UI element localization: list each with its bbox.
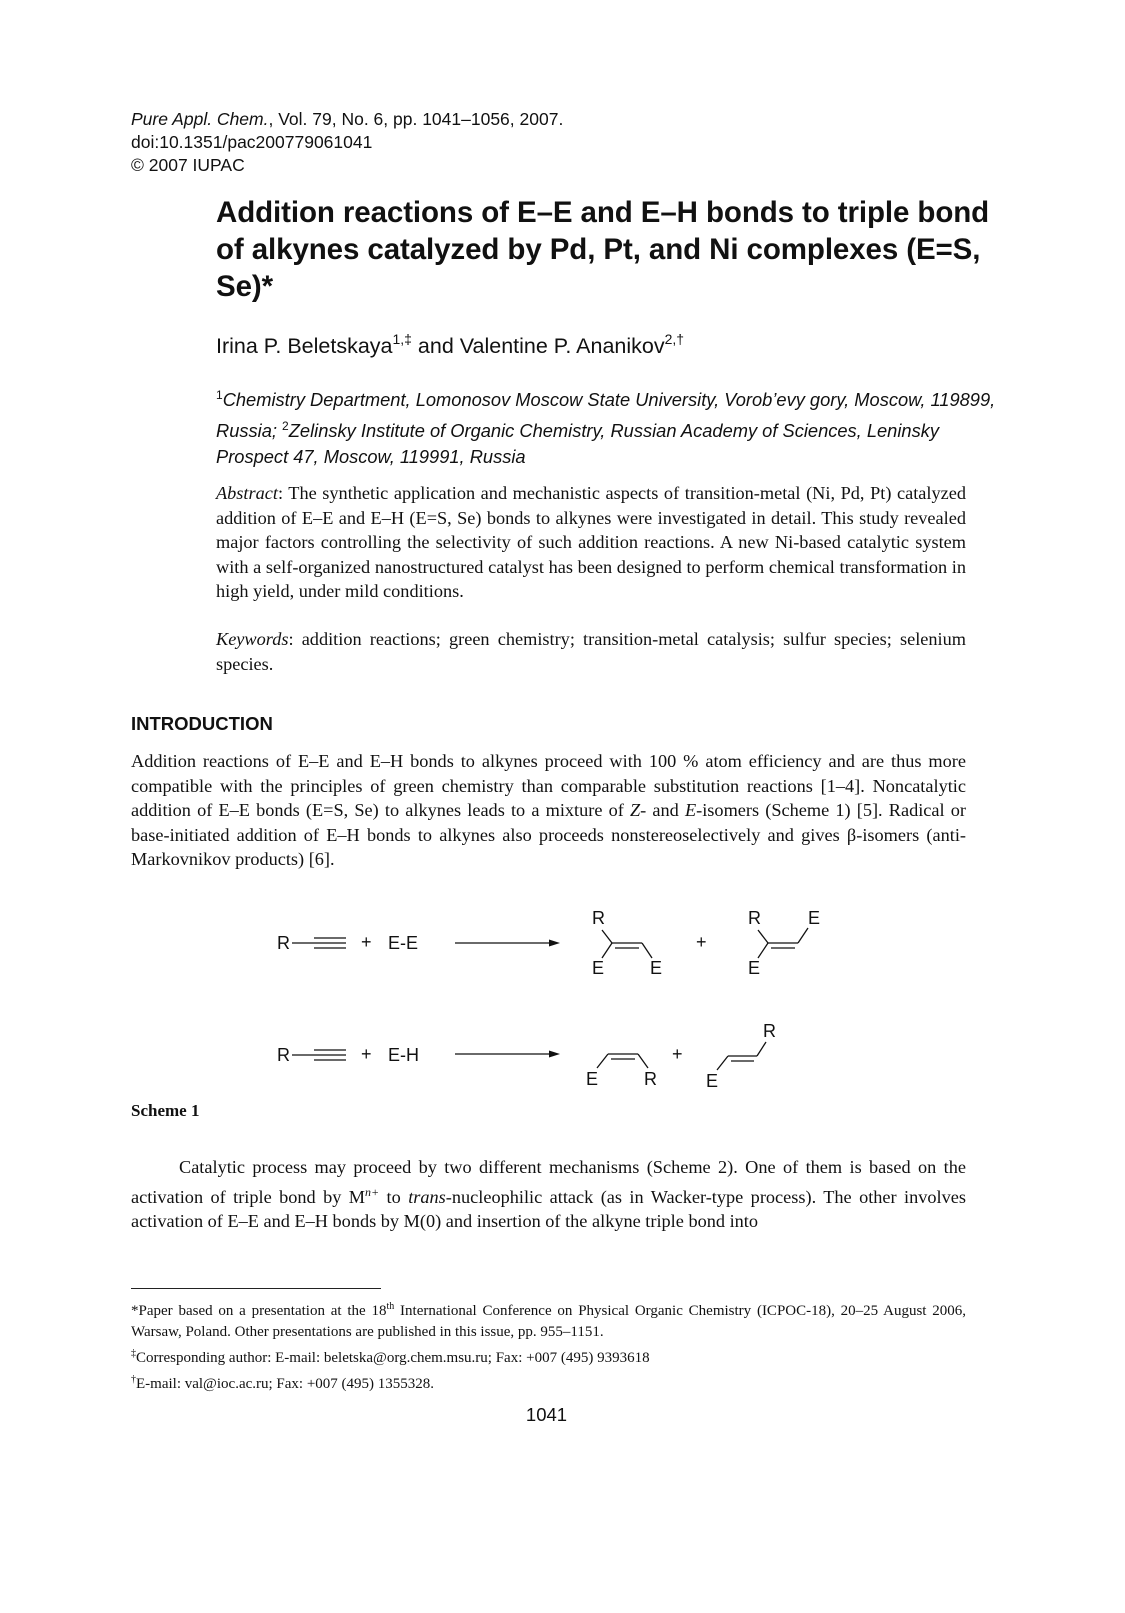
scheme-1-label: Scheme 1 [131, 1101, 200, 1120]
scheme-r2-p1-e: E [586, 1069, 599, 1089]
scheme-r2-plus-2: + [672, 1044, 683, 1064]
section-heading-introduction: INTRODUCTION [131, 713, 273, 734]
author-1-marks: 1,‡ [392, 331, 412, 347]
scheme-r2-p2-r: R [763, 1021, 776, 1041]
footnote-divider [131, 1288, 381, 1289]
scheme-r2-reagent: E-H [388, 1045, 419, 1065]
scheme-r2-r: R [277, 1045, 290, 1065]
keywords-label: Keywords [216, 629, 289, 649]
paper-title: Addition reactions of E–E and E–H bonds to triple bond of alkynes catalyzed by Pd, Pt, and Ni complexes (E=S, Se)* [216, 196, 990, 303]
scheme-1-diagram [270, 900, 830, 1100]
scheme-r2-p2-e: E [706, 1071, 719, 1091]
scheme-r1-p1-e1: E [592, 958, 605, 978]
keywords-text: : addition reactions; green chemistry; transition-metal catalysis; sulfur species; selenium species. [216, 629, 966, 674]
journal-name: Pure Appl. Chem. [131, 109, 269, 129]
scheme-r1-p2-e2: E [808, 908, 821, 928]
journal-copyright: © 2007 IUPAC [131, 155, 245, 175]
author-2-marks: 2,† [664, 331, 685, 347]
journal-citation: Pure Appl. Chem., Vol. 79, No. 6, pp. 1041–1056, 2007. [131, 109, 564, 129]
author-line: Irina P. Beletskaya$^{1,\ddagger}$ and Valentine P. Ananikov$^{2,\dagger}$ [216, 331, 685, 358]
footnote-1: *Paper based on a presentation at the 18th International Conference on Physical Organic Chemistry (ICPOC-18), 20–25 August 2006, Warsaw, Poland. Other presentations are published in this issue, pp. 955–1151. [131, 1301, 966, 1340]
journal-doi: doi:10.1351/pac200779061041 [131, 132, 373, 152]
scheme-r1-reagent: E-E [388, 933, 419, 953]
journal-header [131, 108, 563, 177]
catalytic-paragraph: Catalytic process may proceed by two different mechanisms (Scheme 2). One of them is based on the activation of triple bond by $M^{n+}$ to trans-nucleophilic attack (as in Wacker-type process). The other involves activation of E–E and E–H bonds by M(0) and insertion of the alkyne triple bond into [131, 1157, 966, 1231]
scheme-r1-p1-e2: E [650, 958, 663, 978]
scheme-r1-p2-r: R [748, 908, 761, 928]
footnotes [131, 1296, 966, 1395]
abstract-label: Abstract [216, 483, 278, 503]
author-1: Irina P. Beletskaya [216, 334, 393, 358]
author-2: Valentine P. Ananikov [459, 334, 665, 358]
page-number: 1041 [525, 1404, 568, 1425]
abstract-text: : The synthetic application and mechanistic aspects of transition-metal (Ni, Pd, Pt) catalyzed addition of E–E and E–H (E=S, Se) bonds to alkynes were investigated in detail. This study revealed major factors controlling the selectivity of such addition reactions. A new Ni-based catalytic system with a self-organized nanostructured catalyst has been designed to perform chemical transformation in high yield, under mild conditions. [216, 483, 966, 601]
keywords [216, 627, 966, 676]
scheme-r1-plus: + [361, 932, 372, 952]
affiliations: $^1$Chemistry Department, Lomonosov Moscow State University, Vorob’evy gory, Moscow, 119899, Russia; $^2$Zelinsky Institute of Organic Chemistry, Russian Academy of Sciences, Leninsky Prospect 47, Moscow, 119991, Russia [216, 388, 996, 467]
footnote-2: ‡Corresponding author: E-mail: beletska@org.chem.msu.ru; Fax: +007 (495) 9393618 [131, 1348, 650, 1366]
scheme-r1-r: R [277, 933, 290, 953]
scheme-r1-plus-2: + [696, 932, 707, 952]
introduction-paragraph: Addition reactions of E–E and E–H bonds to alkynes proceed with 100 % atom efficiency and are thus more compatible with the principles of green chemistry than comparable substitution reactions [1–4]. Noncatalytic addition of E–E bonds (E=S, Se) to alkynes leads to a mixture of Z- and E-isomers (Scheme 1) [5]. Radical or base-initiated addition of E–H bonds to alkynes also proceeds nonstereoselectively and gives β-isomers (anti-Markovnikov products) [6]. [131, 751, 966, 869]
footnote-3: †E-mail: val@ioc.ac.ru; Fax: +007 (495) 1355328. [131, 1374, 435, 1392]
scheme-r1-p1-r: R [592, 908, 605, 928]
abstract [216, 481, 966, 604]
scheme-r1-p2-e1: E [748, 958, 761, 978]
scheme-r2-plus: + [361, 1044, 372, 1064]
scheme-r2-p1-r: R [644, 1069, 657, 1089]
